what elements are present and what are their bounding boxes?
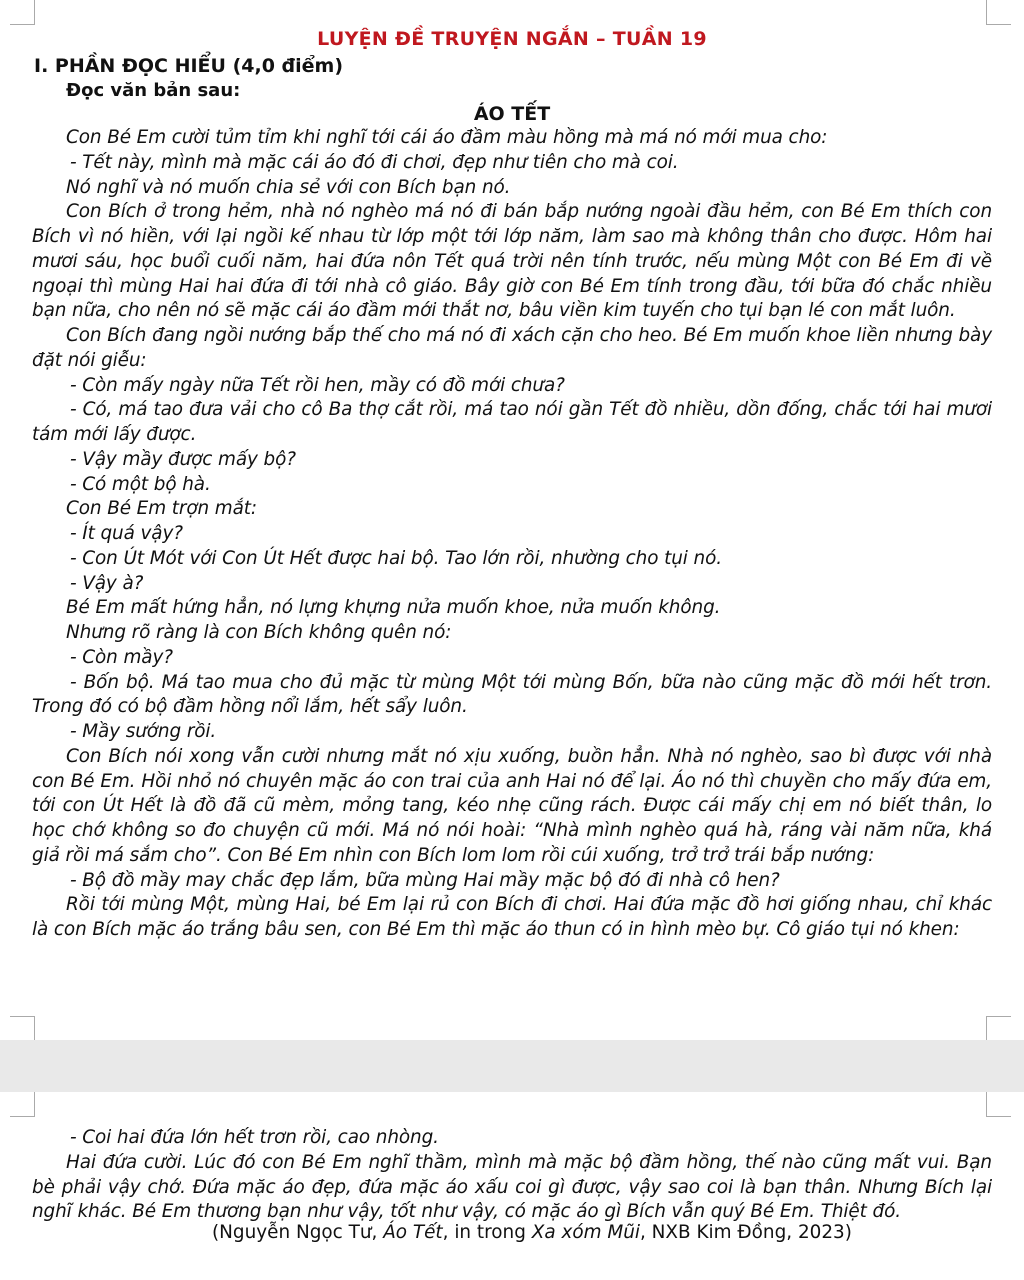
section-heading: I. PHẦN ĐỌC HIỂU (4,0 điểm)	[34, 55, 344, 77]
dialogue-line: - Vậy à?	[70, 572, 144, 594]
paragraph: Con Bé Em cười tủm tỉm khi nghĩ tới cái áo đầm màu hồng mà má nó mới mua cho:	[66, 127, 828, 148]
paragraph: Rồi tới mùng Một, mùng Hai, bé Em lại rủ con Bích đi chơi. Hai đứa mặc đồ hơi giống nhau, chỉ khác là con Bích mặc áo trắng bâu sen, con Bé Em thì mặc áo thun có in hình mèo bự. Cô giáo tụi nó khen:	[32, 894, 992, 940]
crop-mark	[10, 1092, 35, 1117]
dialogue-line: - Bộ đồ mầy may chắc đẹp lắm, bữa mùng Hai mầy mặc bộ đó đi nhà cô hen?	[70, 869, 780, 891]
paragraph: Nhưng rõ ràng là con Bích không quên nó:	[66, 622, 452, 643]
dialogue-line: - Còn mấy ngày nữa Tết rồi hen, mầy có đồ mới chưa?	[70, 374, 565, 396]
dialogue-line: - Coi hai đứa lớn hết trơn rồi, cao nhòng.	[70, 1127, 439, 1148]
dialogue-line: - Con Út Mót với Con Út Hết được hai bộ. Tao lớn rồi, nhường cho tụi nó.	[70, 547, 722, 569]
page-gap	[0, 1040, 1024, 1092]
crop-mark	[10, 0, 35, 25]
instruction: Đọc văn bản sau:	[66, 80, 241, 101]
paragraph: Nó nghĩ và nó muốn chia sẻ với con Bích bạn nó.	[66, 176, 511, 198]
paragraph: Con Bích đang ngồi nướng bắp thế cho má nó đi xách cặn cho heo. Bé Em muốn khoe liền nhưng bày đặt nói giễu:	[32, 325, 992, 371]
paragraph: Con Bích nói xong vẫn cười nhưng mắt nó xịu xuống, buồn hẳn. Nhà nó nghèo, sao bì được với nhà con Bé Em. Hồi nhỏ nó chuyên mặc áo con trai của anh Hai nó để lại. Áo nó thì chuyền cho mấy đứa em, tới con Út Hết là đồ đã cũ mèm, mỏng tang, kéo nhẹ cũng rách. Được cái mấy chị em nó biết thân, lo học chớ không so đo chuyện cũ mới. Má nó nói hoài: “Nhà mình nghèo quá hà, ráng vài năm nữa, khá giả rồi má sắm cho”. Con Bé Em nhìn con Bích lom lom rồi cúi xuống, trở trở trái bắp nướng:	[32, 745, 992, 866]
paragraph: Con Bé Em trợn mắt:	[66, 498, 257, 520]
citation	[212, 1222, 852, 1243]
dialogue-line: - Vậy mầy được mấy bộ?	[70, 448, 296, 470]
paragraph: Bé Em mất hứng hẳn, nó lựng khựng nửa muốn khoe, nửa muốn không.	[66, 597, 721, 619]
story-title: ÁO TẾT	[473, 103, 551, 125]
dialogue-line: - Mầy sướng rồi.	[70, 721, 217, 742]
citation-suffix: , NXB Kim Đồng, 2023)	[639, 1222, 852, 1243]
story-text	[32, 1126, 992, 1225]
citation-book: Xa xóm Mũi	[531, 1222, 640, 1243]
crop-mark	[986, 1016, 1011, 1041]
citation-title: Áo Tết	[383, 1222, 443, 1243]
paragraph: Con Bích ở trong hẻm, nhà nó nghèo má nó đi bán bắp nướng ngoài đầu hẻm, con Bé Em thích con Bích vì nó hiền, với lại ngồi kế nhau từ lớp một tới lớp năm, làm sao mà không thân cho được. Hôm hai mươi sáu, học buổi cuối năm, hai đứa nôn Tết quá trời nên tính trước, nếu mùng Một con Bé Em đi về ngoại thì mùng Hai hai đứa đi tới nhà cô giáo. Bây giờ con Bé Em tính trong đầu, tới bữa đó chắc nhiều bạn nữa, cho nên nó sẽ mặc cái áo đầm mới thắt nơ, bâu viền kim tuyến cho tụi bạn lé con mắt luôn.	[32, 201, 992, 322]
crop-mark	[10, 1016, 35, 1041]
crop-mark	[986, 1092, 1011, 1117]
dialogue-line: - Có, má tao đưa vải cho cô Ba thợ cắt rồi, má tao nói gần Tết đồ nhiều, dồn đống, chắc tới hai mươi tám mới lấy được.	[32, 399, 992, 445]
dialogue-line: - Có một bộ hà.	[70, 473, 211, 495]
crop-mark	[986, 0, 1011, 25]
dialogue-line: - Tết này, mình mà mặc cái áo đó đi chơi, đẹp như tiên cho mà coi.	[70, 151, 679, 173]
document-page-2	[0, 1092, 1024, 1280]
citation-middle: , in trong	[442, 1222, 532, 1243]
paragraph: Hai đứa cười. Lúc đó con Bé Em nghĩ thầm, mình mà mặc bộ đầm hồng, thế nào cũng mất vui. Bạn bè phải vậy chớ. Đứa mặc áo đẹp, đứa mặc áo xấu coi gì được, vậy sao coi là bạn thân. Nhưng Bích lại nghĩ khác. Bé Em thương bạn như vậy, tốt như vậy, có mặc áo gì Bích vẫn quý Bé Em. Thiệt đó.	[32, 1151, 992, 1223]
dialogue-line: - Ít quá vậy?	[70, 523, 183, 544]
document-title: LUYỆN ĐỀ TRUYỆN NGẮN – TUẦN 19	[317, 28, 707, 50]
dialogue-line: - Còn mầy?	[70, 646, 173, 668]
citation-prefix: (Nguyễn Ngọc Tư,	[212, 1222, 384, 1243]
story-text	[32, 126, 992, 943]
dialogue-line: - Bốn bộ. Má tao mua cho đủ mặc từ mùng Một tới mùng Bốn, bữa nào cũng mặc đồ mới hết trơn. Trong đó có bộ đầm hồng nổi lắm, hết sẩy luôn.	[32, 671, 992, 718]
